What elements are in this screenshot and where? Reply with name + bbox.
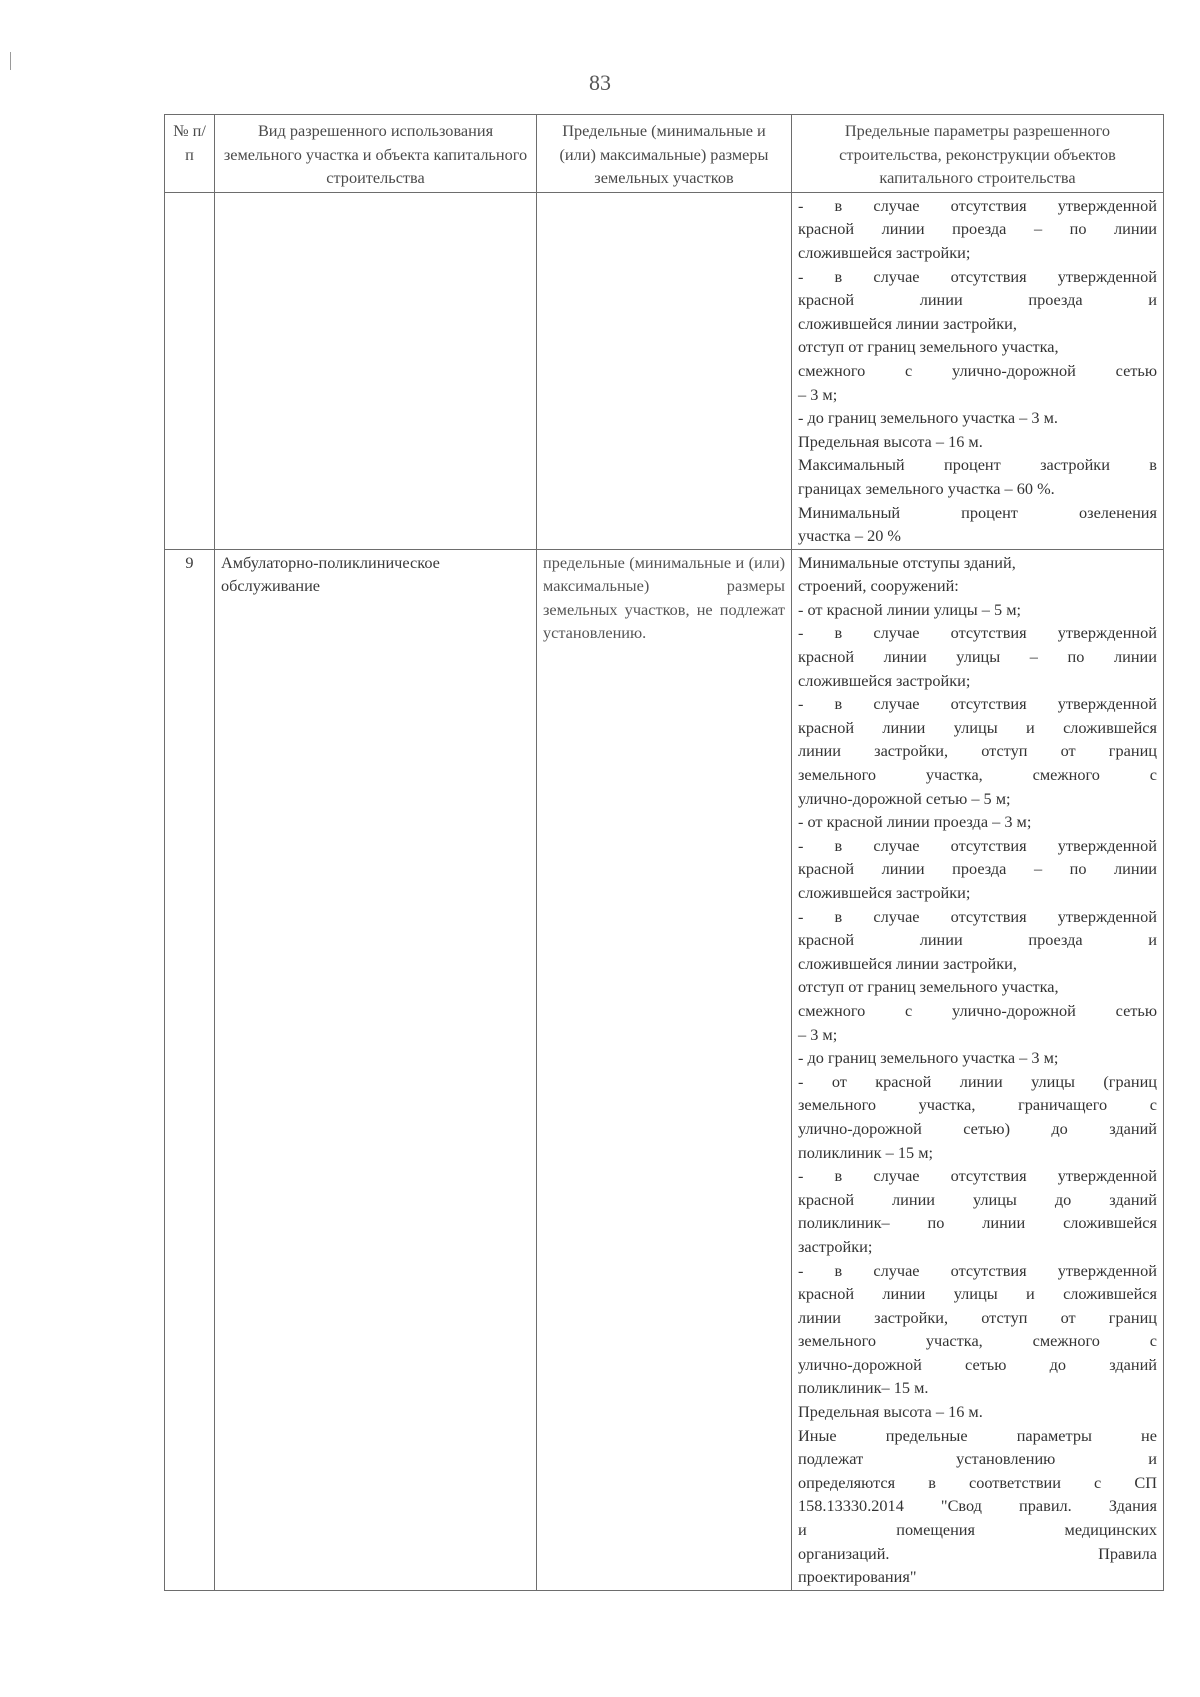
param-line: поликлиник – 15 м; (798, 1142, 934, 1162)
param-line: улично-дорожной сетью) до зданий (798, 1118, 1157, 1138)
param-line: земельного участка, смежного с (798, 1331, 1157, 1351)
row-plot-sizes: предельные (минимальные и (или) максимальные) размеры земельных участков, не подлежат установлению. (537, 549, 792, 1590)
param-line: строений, сооружений: (798, 576, 959, 596)
param-line: застройки; (798, 1236, 873, 1256)
param-line: определяются в соответствии с СП (798, 1472, 1157, 1492)
param-line: отступ от границ земельного участка, (798, 977, 1059, 997)
row-num (165, 192, 215, 549)
param-line: и помещения медицинских (798, 1520, 1157, 1540)
param-line: красной линии улицы до зданий (798, 1189, 1157, 1209)
param-line: линии застройки, отступ от границ (798, 1307, 1157, 1327)
param-line: границах земельного участка – 60 %. (798, 478, 1055, 498)
param-line: смежного с улично-дорожной сетью (798, 1000, 1157, 1020)
param-line: поликлиник– 15 м. (798, 1378, 929, 1398)
param-line: улично-дорожной сетью до зданий (798, 1354, 1157, 1374)
param-line: Иные предельные параметры не (798, 1425, 1157, 1445)
param-line: - в случае отсутствия утвержденной (798, 623, 1157, 643)
param-line: красной линии проезда – по линии (798, 219, 1157, 239)
row-permitted-use: Амбулаторно-поликлиническое обслуживание (215, 549, 537, 1590)
param-line: - в случае отсутствия утвержденной (798, 835, 1157, 855)
param-line: Минимальный процент озеленения (798, 502, 1157, 522)
param-line: Максимальный процент застройки в (798, 455, 1157, 475)
scan-edge-mark (10, 52, 11, 70)
table-row (165, 549, 1164, 1590)
param-line: сложившейся линии застройки, (798, 953, 1017, 973)
param-line: – 3 м; (798, 1024, 838, 1044)
header-construction-params: Предельные параметры разрешенного строительства, реконструкции объектов капитального строительства (792, 115, 1164, 193)
param-line: - в случае отсутствия утвержденной (798, 906, 1157, 926)
param-line: красной линии проезда и (798, 930, 1157, 950)
param-line: красной линии проезда и (798, 290, 1157, 310)
param-line: - в случае отсутствия утвержденной (798, 266, 1157, 286)
row-construction-params (792, 549, 1164, 1590)
param-line: - в случае отсутствия утвержденной (798, 1166, 1157, 1186)
param-line: подлежат установлению и (798, 1449, 1157, 1469)
param-line: красной линии улицы и сложившейся (798, 1284, 1157, 1304)
param-line: сложившейся застройки; (798, 242, 971, 262)
param-line: Предельная высота – 16 м. (798, 431, 983, 451)
param-line: участка – 20 % (798, 526, 901, 546)
row-plot-sizes (537, 192, 792, 549)
param-line: 158.13330.2014 "Свод правил. Здания (798, 1496, 1157, 1516)
param-line: сложившейся застройки; (798, 670, 971, 690)
param-line: – 3 м; (798, 384, 838, 404)
row-num: 9 (165, 549, 215, 1590)
param-line: смежного с улично-дорожной сетью (798, 360, 1157, 380)
header-num: № п/п (165, 115, 215, 193)
table-header-row (165, 115, 1164, 193)
param-line: красной линии улицы – по линии (798, 647, 1157, 667)
header-permitted-use: Вид разрешенного использования земельного участка и объекта капитального строительства (215, 115, 537, 193)
row-construction-params (792, 192, 1164, 549)
table-row (165, 192, 1164, 549)
row-permitted-use (215, 192, 537, 549)
param-line: - в случае отсутствия утвержденной (798, 195, 1157, 215)
param-line: поликлиник– по линии сложившейся (798, 1213, 1157, 1233)
param-line: сложившейся линии застройки, (798, 313, 1017, 333)
zoning-regulations-table (164, 114, 1164, 1591)
header-plot-sizes: Предельные (минимальные и (или) максимальные) размеры земельных участков (537, 115, 792, 193)
param-line: линии застройки, отступ от границ (798, 741, 1157, 761)
param-line: Предельная высота – 16 м. (798, 1402, 983, 1422)
param-line: - от красной линии проезда – 3 м; (798, 812, 1032, 832)
param-line: - от красной линии улицы (границ (798, 1071, 1157, 1091)
param-line: - до границ земельного участка – 3 м; (798, 1048, 1059, 1068)
param-line: проектирования" (798, 1567, 917, 1587)
param-line: земельного участка, граничащего с (798, 1095, 1157, 1115)
param-line: - в случае отсутствия утвержденной (798, 694, 1157, 714)
param-line: организаций. Правила (798, 1543, 1157, 1563)
param-line: отступ от границ земельного участка, (798, 337, 1059, 357)
page-number: 83 (589, 70, 611, 95)
param-line: улично-дорожной сетью – 5 м; (798, 788, 1011, 808)
param-line: земельного участка, смежного с (798, 765, 1157, 785)
param-line: - в случае отсутствия утвержденной (798, 1260, 1157, 1280)
param-line: красной линии улицы и сложившейся (798, 717, 1157, 737)
param-line: сложившейся застройки; (798, 883, 971, 902)
param-line: - до границ земельного участка – 3 м. (798, 408, 1058, 428)
param-line: красной линии проезда – по линии (798, 859, 1157, 879)
param-line: - от красной линии улицы – 5 м; (798, 599, 1022, 619)
param-line: Минимальные отступы зданий, (798, 552, 1016, 572)
